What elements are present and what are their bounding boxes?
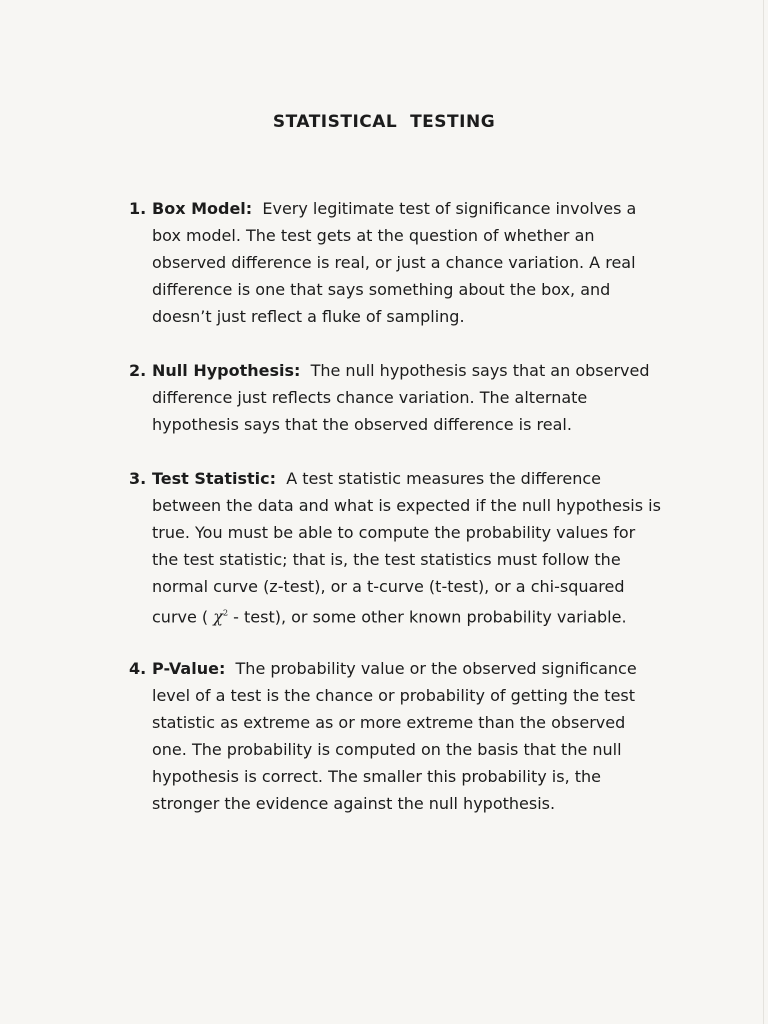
document-title: STATISTICAL TESTING bbox=[272, 112, 496, 132]
item-number: 2. bbox=[129, 361, 147, 380]
item-term: P-Value: bbox=[152, 659, 226, 678]
item-body bbox=[152, 655, 664, 817]
item-text: Every legitimate test of significance involves a box model. The test gets at the question of whether an observed difference is real, or just a chance variation. A real difference is one that says something about the box, and doesn’t just reflect a fluke of sampling. bbox=[152, 199, 637, 326]
item-term: Box Model: bbox=[152, 199, 253, 218]
item-body bbox=[152, 465, 664, 630]
item-term: Null Hypothesis: bbox=[152, 361, 301, 380]
item-term: Test Statistic: bbox=[152, 469, 277, 488]
item-text: The null hypothesis says that an observed difference just reflects chance variation. The alternate hypothesis says that the observed difference is real. bbox=[152, 361, 650, 434]
item-text: The probability value or the observed significance level of a test is the chance or probability of getting the test statistic as extreme as or more extreme than the observed one. The probability is computed on the basis that the null hypothesis is correct. The smaller this probability is, the stronger the evidence against the null hypothesis. bbox=[152, 659, 637, 813]
item-text-before-symbol: A test statistic measures the difference between the data and what is expected if the null hypothesis is true. You must be able to compute the probability values for the test statistic; that is, the test statistics must follow the normal curve (z-test), or a t-curve (t-test), or a chi-squared curve ( bbox=[152, 469, 661, 627]
item-body bbox=[152, 357, 664, 438]
chi-squared-symbol: $\chi^2$ bbox=[213, 607, 229, 627]
list-item-test-statistic bbox=[129, 465, 664, 630]
item-number: 4. bbox=[129, 659, 147, 678]
item-number: 1. bbox=[129, 199, 147, 218]
list-item-box-model bbox=[129, 195, 664, 330]
list-item-p-value bbox=[129, 655, 664, 817]
item-body bbox=[152, 195, 664, 330]
item-text-after-symbol: - test), or some other known probability variable. bbox=[228, 607, 627, 627]
item-number: 3. bbox=[129, 469, 147, 488]
page-edge-line bbox=[763, 0, 764, 1024]
list-item-null-hypothesis bbox=[129, 357, 664, 438]
